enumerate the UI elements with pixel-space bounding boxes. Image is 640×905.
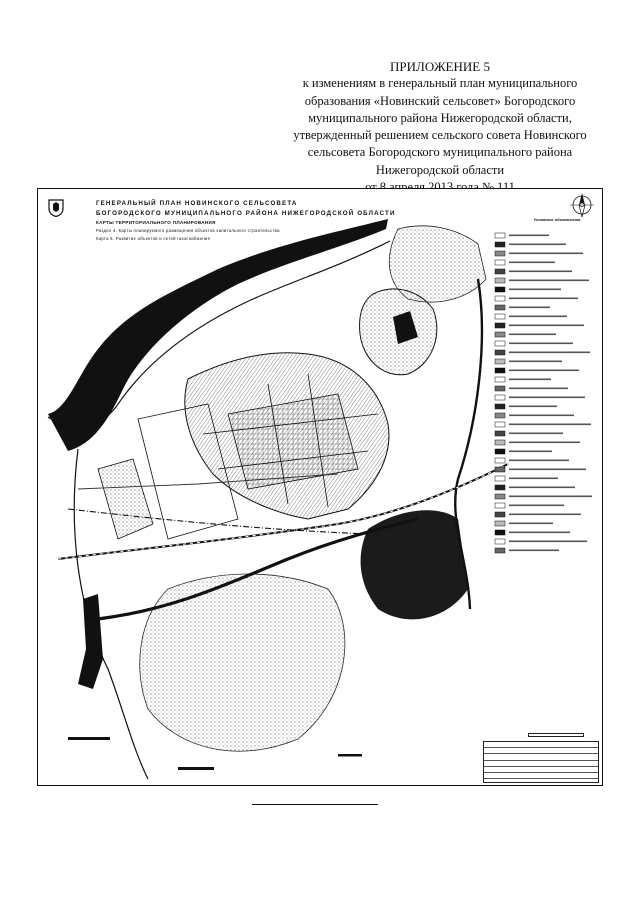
legend-text-line <box>509 397 585 399</box>
legend-text-line <box>509 496 592 498</box>
legend-text-line <box>509 541 587 543</box>
legend-text-line <box>509 289 561 291</box>
legend-swatch <box>495 278 505 283</box>
header-line: образования «Новинский сельсовет» Богородского <box>304 93 576 108</box>
map-legend <box>493 229 599 559</box>
legend-swatch <box>495 314 505 319</box>
legend-text-line <box>509 379 551 381</box>
legend-text-line <box>509 523 553 525</box>
legend-swatch <box>495 512 505 517</box>
legend-swatch <box>495 251 505 256</box>
legend-text-line <box>509 415 574 417</box>
legend-text-line <box>509 478 558 480</box>
legend-swatch <box>495 413 505 418</box>
legend-swatch <box>495 395 505 400</box>
master-plan-map-sheet <box>37 188 603 786</box>
legend-text-line <box>509 460 569 462</box>
header-line: утвержденный решением сельского совета Новинского <box>293 128 587 143</box>
map-title-line-2: БОГОРОДСКОГО МУНИЦИПАЛЬНОГО РАЙОНА НИЖЕГОРОДСКОЙ ОБЛАСТИ <box>96 210 396 217</box>
legend-swatch <box>495 341 505 346</box>
legend-text-line <box>509 271 572 273</box>
map-title-line-1: ГЕНЕРАЛЬНЫЙ ПЛАН НОВИНСКОГО СЕЛЬСОВЕТА <box>96 200 298 207</box>
header-line: сельсовета Богородского муниципального района <box>307 145 573 160</box>
legend-text-line <box>509 388 568 390</box>
legend-text-line <box>509 352 590 354</box>
legend-swatch <box>495 467 505 472</box>
legend-swatch <box>495 485 505 490</box>
legend-text-line <box>509 469 586 471</box>
legend-text-line <box>509 280 589 282</box>
legend-swatch <box>495 521 505 526</box>
header-line: к изменениям в генеральный план муниципального <box>302 76 578 91</box>
legend-text-line <box>509 424 591 426</box>
legend-text-line <box>509 406 557 408</box>
legend-swatch <box>495 530 505 535</box>
legend-swatch <box>495 377 505 382</box>
header-line: Нижегородской области <box>375 162 505 177</box>
appendix-title: ПРИЛОЖЕНИЕ 5 <box>390 59 490 74</box>
legend-text-line <box>509 298 578 300</box>
header-line: муниципального района Нижегородской области, <box>308 110 572 125</box>
legend-swatch <box>495 296 505 301</box>
legend-swatch <box>495 287 505 292</box>
legend-swatch <box>495 242 505 247</box>
legend-text-line <box>509 262 555 264</box>
legend-swatch <box>495 476 505 481</box>
legend-text-line <box>509 253 583 255</box>
legend-text-line <box>509 550 559 552</box>
legend-text-line <box>509 442 580 444</box>
map-section: Раздел 4. Карты планируемого размещения объектов капитального строительства <box>96 228 280 233</box>
legend-swatch <box>495 305 505 310</box>
legend-swatch <box>495 233 505 238</box>
legend-swatch <box>495 404 505 409</box>
legend-swatch <box>495 431 505 436</box>
legend-text-line <box>509 433 563 435</box>
legend-swatch <box>495 368 505 373</box>
legend-text-line <box>509 343 573 345</box>
legend-text-line <box>509 244 566 246</box>
drawing-stamp <box>483 741 599 783</box>
legend-swatch <box>495 449 505 454</box>
north-arrow-icon <box>568 191 596 219</box>
lake <box>78 594 103 689</box>
southeast-forest <box>361 510 468 619</box>
legend-text-line <box>509 505 564 507</box>
map-subtitle: КАРТЫ ТЕРРИТОРИАЛЬНОГО ПЛАНИРОВАНИЯ <box>96 220 216 225</box>
appendix-header <box>270 58 610 196</box>
legend-swatch <box>495 350 505 355</box>
legend-swatch <box>495 458 505 463</box>
footer-rule <box>252 804 378 805</box>
legend-swatch <box>495 539 505 544</box>
legend-swatch <box>495 440 505 445</box>
legend-text-line <box>509 370 579 372</box>
coat-of-arms-icon <box>48 199 64 217</box>
legend-text-line <box>509 307 550 309</box>
legend-swatch <box>495 332 505 337</box>
legend-swatch <box>495 269 505 274</box>
legend-text-line <box>509 334 556 336</box>
west-lot <box>98 459 153 539</box>
scale-bar <box>528 733 584 737</box>
southern-zone <box>140 574 345 751</box>
legend-swatch <box>495 548 505 553</box>
legend-swatch <box>495 386 505 391</box>
legend-text-line <box>509 361 562 363</box>
legend-swatch <box>495 323 505 328</box>
legend-text-line <box>509 514 581 516</box>
legend-swatch <box>495 260 505 265</box>
map-title-block <box>96 199 516 243</box>
legend-text-line <box>509 451 552 453</box>
legend-text-line <box>509 325 584 327</box>
legend-text-line <box>509 487 575 489</box>
legend-text-line <box>509 235 549 237</box>
legend-title: Условные обозначения <box>533 217 581 222</box>
legend-text-line <box>509 316 567 318</box>
legend-swatch <box>495 494 505 499</box>
legend-swatch <box>495 359 505 364</box>
legend-text-line <box>509 532 570 534</box>
legend-swatch <box>495 503 505 508</box>
legend-swatch <box>495 422 505 427</box>
map-card: Карта 5. Развитие объектов и сетей газоснабжения <box>96 236 211 241</box>
